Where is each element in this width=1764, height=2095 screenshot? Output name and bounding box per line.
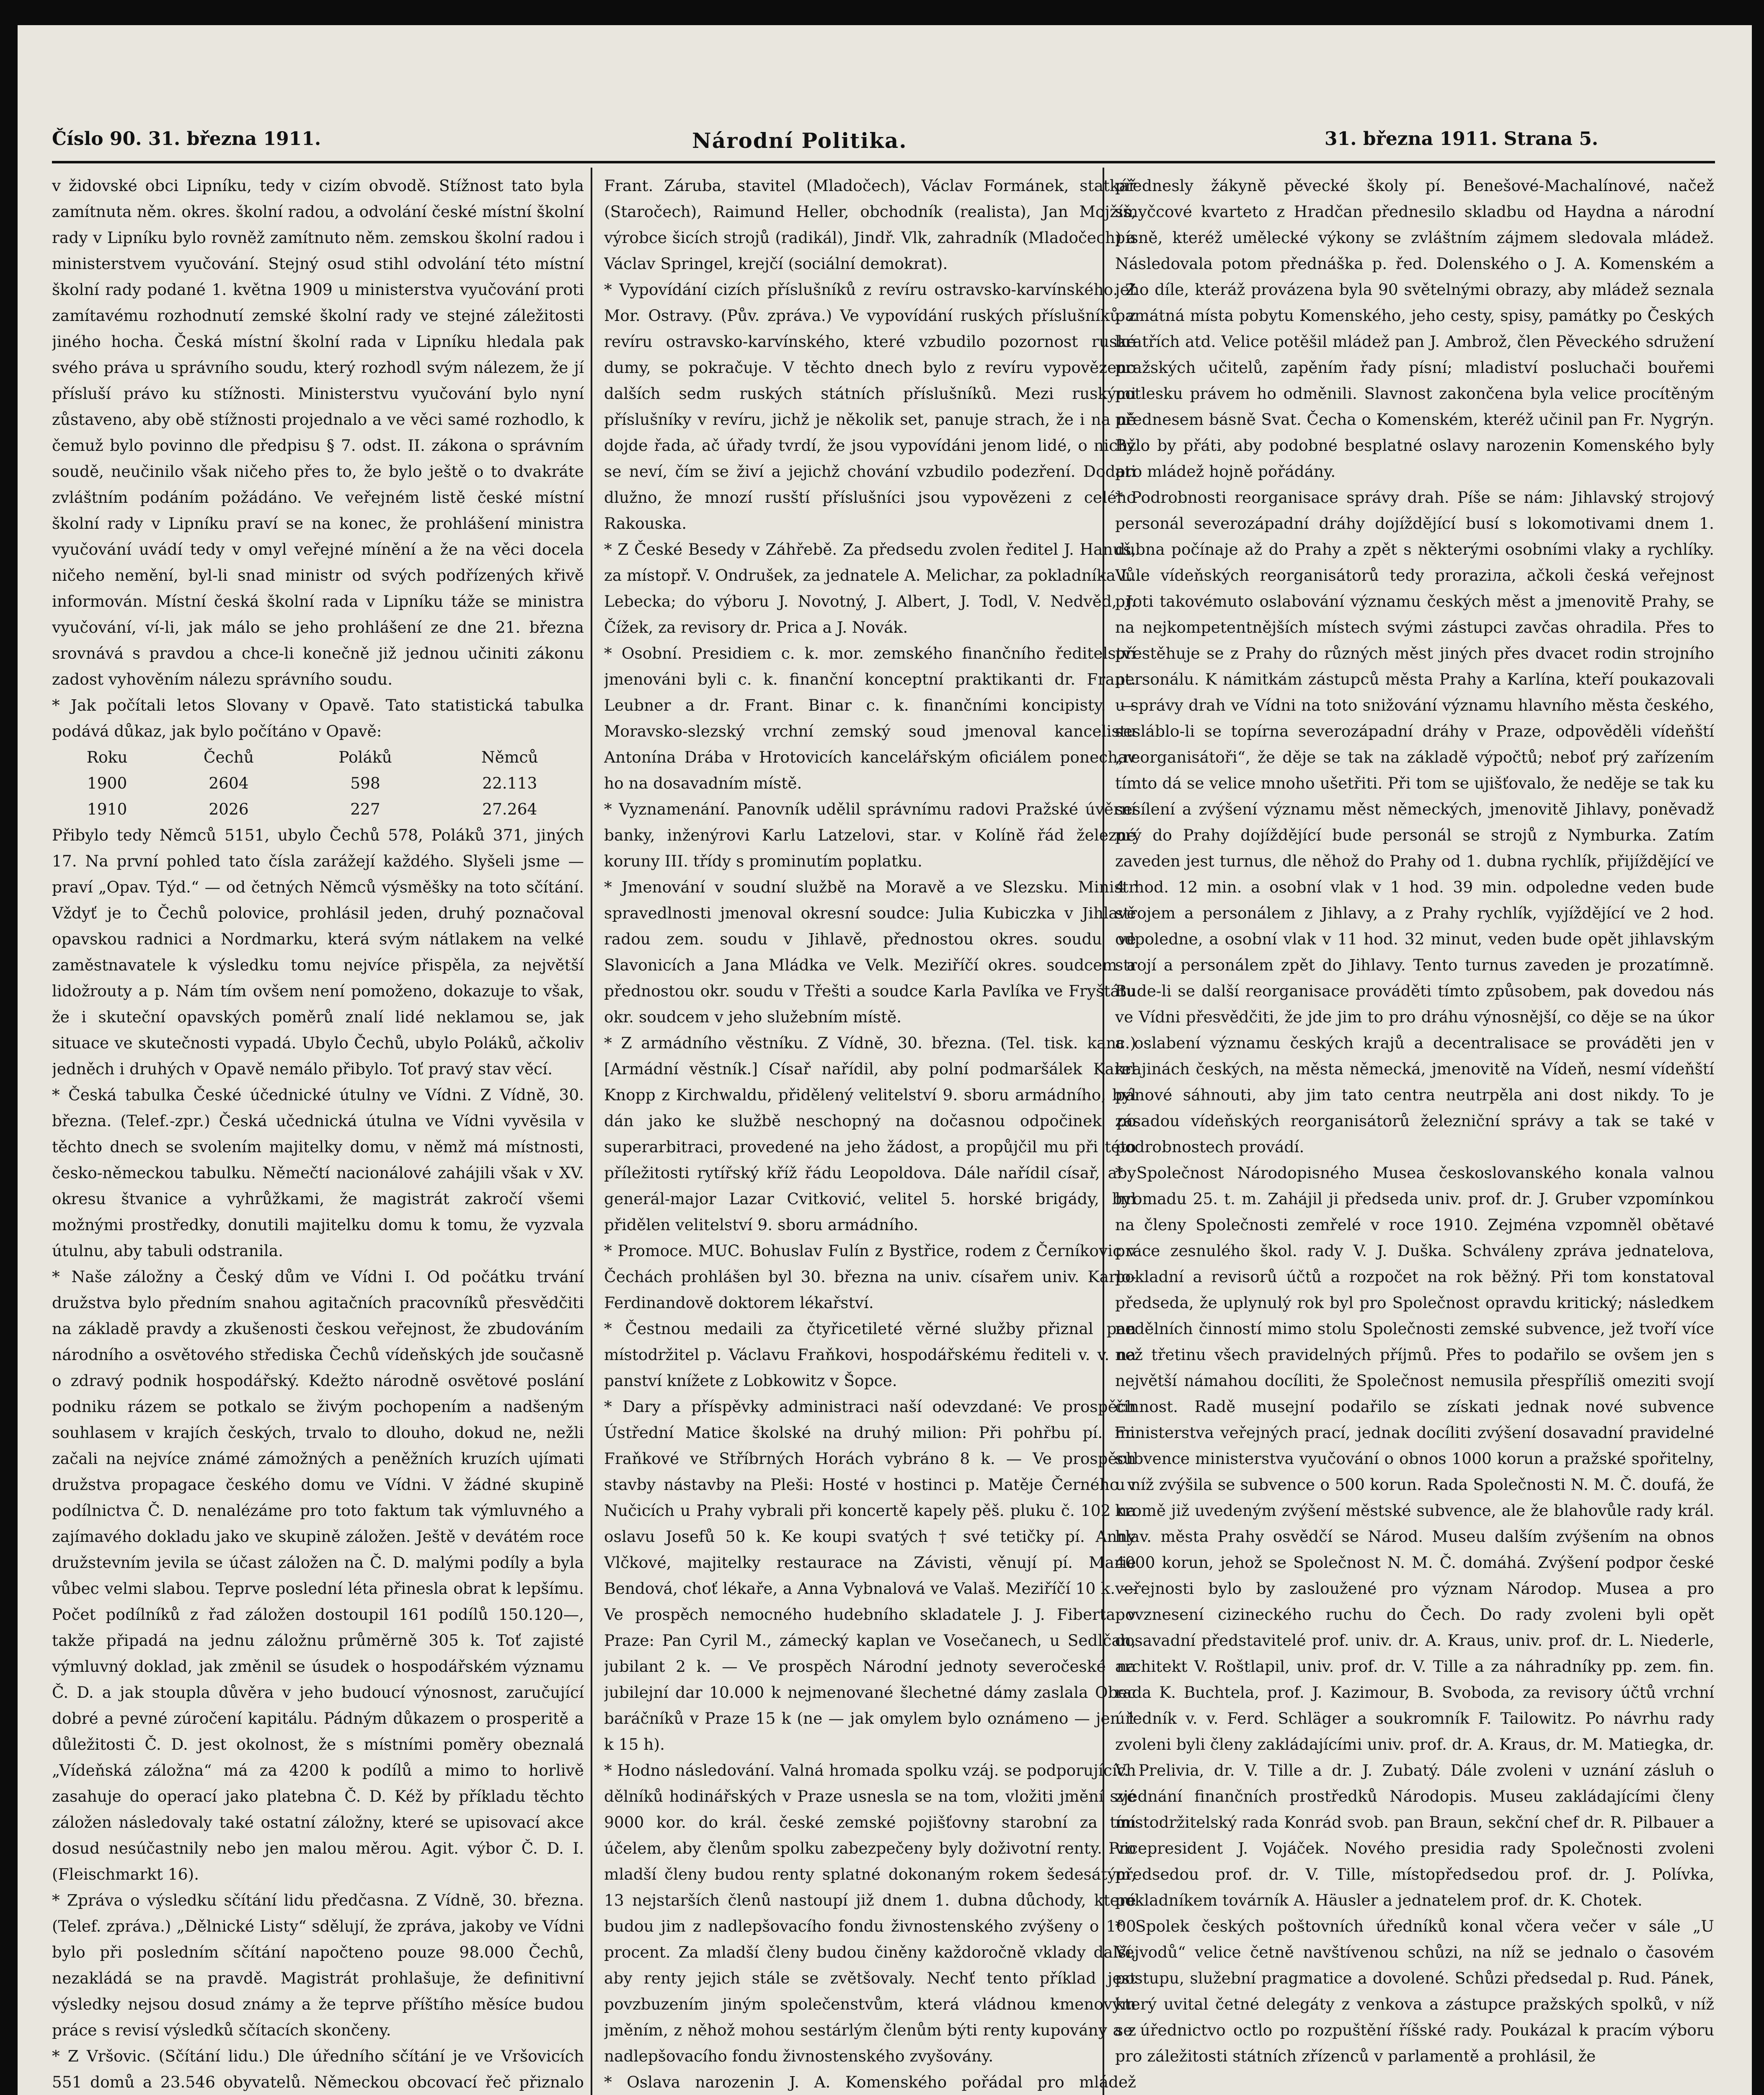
- article-paragraph: * Zpráva o výsledku sčítání lidu předčasna. Z Vídně, 30. března. (Telef. zpráva.) „Dělnické Listy“ sdělují, že zpráva, jakoby ve Vídni bylo při posledním sčítání napočteno pouze 98.000 Čechů, nezakládá se na pravdě. Magistrát prohlašuje, že definitivní výsledky nejsou dosud známy a že teprve příštího měsíce budou práce s revisí výsledků sčítacích skončeny.: [52, 1891, 584, 2039]
- article-paragraph: Frant. Záruba, stavitel (Mladočech), Václav Formánek, statkář (Staročech), Raimund Heller, obchodník (realista), Jan Mojžíš, výrobce šicích strojů (radikál), Jindř. Vlk, zahradník (Mladočech) a Václav Springel, krejčí (sociální demokrat).: [604, 176, 1136, 273]
- article-paragraph: * Jak počítali letos Slovany v Opavě. Tato statistická tabulka podává důkaz, jak bylo počítáno v Opavě:: [52, 696, 584, 740]
- table-header-row: [52, 744, 584, 770]
- table-cell: 2604: [209, 774, 249, 792]
- table-header-cell: Němců: [481, 748, 538, 766]
- article-paragraph: * Naše záložny a Český dům ve Vídni I. Od počátku trvání družstva bylo předním snahou agitačních pracovníků přesvědčiti na základě pravdy a zkušenosti českou veřejnost, že zbudováním národního a osvětového střediska Čechů vídeňských jde současně o zdravý podnik hospodářský. Kdežto národně osvětové poslání podniku rázem se potkalo se živým pochopením a nadšeným souhlasem v krajích českých, trvalo to dlouho, dokud ne, nežli začali na nejvíce známé zámožných a peněžních kruzích ujímati družstva propagace českého domu ve Vídni. V žádné skupině podílnictva Č. D. nenalézáme pro toto faktum tak výmluvného a zajímavého dokladu jako ve skupině záložen. Ještě v devátém roce družstevním jevila se účast záložen na Č. D. malými podíly a byla vůbec velmi slabou. Teprve poslední léta přinesla obrat k lepšímu. Počet podílníků z řad záložen dostoupil 161 podílů 150.120—, takže připadá na jednu záložnu průměrně 305 k. Toť zajisté výmluvný doklad, jak změnil se úsudek o hospodářském významu Č. D. a jak stoupla důvěra v jeho budoucí výnosnost, zaručující dobré a pevné zúročení kapitálu. Pádným důkazem o prosperitě a důležitosti Č. D. jest okolnost, že s místními poměry obeznalá „Vídeňská záložna“ má za 4200 k podílů a mimo to horlivě zasahuje do operací jako platebna Č. D. Kéž by příkladu těchto záložen následovaly také ostatní záložny, které se upisovací akce dosud nesúčastnily nebo jen malou měrou. Agit. výbor Č. D. I. (Fleischmarkt 16).: [52, 1267, 584, 1883]
- column-2: [604, 173, 1136, 2095]
- table-header-cell: Roku: [86, 748, 128, 766]
- masthead-title: Národní Politika.: [692, 128, 907, 153]
- article-paragraph: * Vyznamenání. Panovník udělil správnímu radovi Pražské úvěrní banky, inženýrovi Karlu Latzelovi, star. v Kolíně řád železné koruny III. třídy s prominutím poplatku.: [604, 800, 1136, 870]
- table-cell: 1910: [87, 800, 127, 818]
- table-cell: 27.264: [482, 800, 537, 818]
- table-cell: 1900: [87, 774, 127, 792]
- table-row: [52, 796, 584, 822]
- article-paragraph: * Dary a příspěvky administraci naší odevzdané: Ve prospěch Ústřední Matice školské na druhý milion: Při pohřbu pí. Fr. Fraňkové ve Stříbrných Horách vybráno 8 k. — Ve prospěch stavby nástavby na Pleši: Hosté v hostinci p. Matěje Černého v Nučicích u Prahy vybrali při koncertě kapely pěš. pluku č. 102 na oslavu Josefů 50 k. Ke koupi svatých † své tetičky pí. Anny Vlčkové, majitelky restaurace na Závisti, věnují pí. Marie Bendová, choť lékaře, a Anna Vybnalová ve Valaš. Meziříčí 10 k. — Ve prospěch nemocného hudebního skladatele J. J. Fiberta v Praze: Pan Cyril M., zámecký kaplan ve Vosečanech, u Sedlčan, jubilant 2 k. — Ve prospěch Národní jednoty severočeské na jubilejní dar 10.000 k nejmenované šlechetné dámy zaslala Obec baráčníků v Praze 15 k (ne — jak omylem bylo oznámeno — jen 1 k 15 h).: [604, 1397, 1136, 1754]
- table-cell: 22.113: [482, 774, 537, 792]
- article-paragraph: Přibylo tedy Němců 5151, ubylo Čechů 578, Poláků 371, jiných 17. Na první pohled tato čísla zarážejí každého. Slyšeli jsme — praví „Opav. Týd.“ — od četných Němců výsměšky na toto sčítání. Vždyť je to Čechů polovice, prohlásil jeden, druhý poznačoval opavskou radnici a Nordmarku, která svým nátlakem na velké zaměstnavatele k výsledku tomu nejvíce přispěla, za největší lidožrouty a p. Nám tím ovšem není pomoženo, dokazuje to však, že i skuteční opavských poměrů znalí lidé neklamou se, jak situace ve skutečnosti vypadá. Ubylo Čechů, ubylo Poláků, ačkoliv jedněch i druhých v Opavě nemálo přibylo. Toť pravý stav věcí.: [52, 826, 584, 1078]
- column-1: [52, 173, 584, 2095]
- table-row: [52, 770, 584, 796]
- table-cell: 227: [350, 800, 380, 818]
- article-paragraph: * Z Vršovic. (Sčítání lidu.) Dle úředního sčítání je ve Vršovicích 551 domů a 23.546 obyvatelů. Německou obcovací řeč přiznalo: [52, 2047, 584, 2091]
- table-cell: 598: [350, 774, 380, 792]
- column-divider: [591, 168, 592, 2095]
- article-paragraph: * Z armádního věstníku. Z Vídně, 30. března. (Tel. tisk. kanc.) [Armádní věstník.] Císař nařídil, aby polní podmaršálek Karel Knopp z Kirchwaldu, přidělený velitelství 9. sboru armádního, byl dán jako ke službě neschopný na dočasnou odpočinek po superarbitraci, provedené na jeho žádost, a propůjčil mu při této příležitosti rytířský kříž řádu Leopoldova. Dále nařídil císař, aby generál-major Lazar Cvitković, velitel 5. horské brigády, byl přidělen velitelství 9. sboru armádního.: [604, 1034, 1136, 1234]
- issue-number: Číslo 90. 31. března 1911.: [52, 128, 321, 150]
- article-paragraph: * Jmenování v soudní službě na Moravě a ve Slezsku. Ministr spravedlnosti jmenoval okresní soudce: Julia Kubiczka v Jihlavě radou zem. soudu v Jihlavě, přednostou okres. soudu ve Slavonicích a Jana Mládka ve Velk. Meziříčí okres. soudcem a přednostou okr. soudu v Třešti a soudce Karla Pavlíka ve Fryštátu okr. soudcem v jeho služebním místě.: [604, 878, 1136, 1026]
- column-3: [1115, 173, 1714, 2095]
- article-paragraph: přednesly žákyně pěvecké školy pí. Benešové-Machalínové, načež smyčcové kvarteto z Hradčan přednesilo skladbu od Haydna a národní písně, kteréž umělecké výkony se zvláštním zájmem sledovala mládež. Následovala potom přednáška p. řed. Dolenského o J. A. Komenském a jeho díle, kteráž provázena byla 90 světelnými obrazy, aby mládež seznala památná místa pobytu Komenského, jeho cesty, spisy, památky po Českých bratřích atd. Velice potěšil mládež pan J. Ambrož, člen Pěveckého sdružení pražských učitelů, zapěním řady písní; mladiství posluchači bouřemi potlesku právem ho odměnili. Slavnost zakončena byla velice procítěným přednesem básně Svat. Čecha o Komenském, kteréž učinil pan Fr. Nygrýn. Bylo by přáti, aby podobné besplatné oslavy narozenin Komenského byly pro mládež hojně pořádány.: [1115, 176, 1714, 481]
- date-page: 31. března 1911. Strana 5.: [1325, 128, 1599, 150]
- article-paragraph: * Čestnou medaili za čtyřicetileté věrné služby přiznal pan místodržitel p. Václavu Fraňkovi, hospodářskému řediteli v. v. na panství knížete z Lobkowitz v Šopce.: [604, 1319, 1136, 1390]
- header-rule: [52, 161, 1715, 163]
- census-table: [52, 744, 584, 822]
- article-paragraph: * Podrobnosti reorganisace správy drah. Píše se nám: Jihlavský strojový personál severozápadní dráhy dojíždějící busí s lokomotivami dnem 1. dubna počínaje až do Prahy a zpět s některými osobními vlaky a rychlíky. Vůle vídeňských reorganisátorů tedy proraziла, ačkoli česká veřejnost proti takovémuto oslabování významu českých měst a jmenovitě Prahy, se na nejkompetentnějších místech svými zástupci zavčas ohradila. Přes to přestěhuje se z Prahy do různých měst jiných přes dvacet rodin strojního personálu. K námitkám zástupců města Prahy a Karlína, kteří poukazovali u správy drah ve Vídni na toto snižování významu hlavního města českého, sesláblo-li se topírna severozápadní dráhy v Praze, odpověděli vídeňští „reorganisátoři“, že děje se tak na základě výpočtů; neboť prý zařízením tímto dá se velice mnoho ušetřiti. Při tom se ujišťovalo, že neděje se tak ku sesílení a zvýšení významu měst německých, jmenovitě Jihlavy, poněvadž prý do Prahy dojíždějící bude personál se strojů z Nymburka. Zatím zaveden jest turnus, dle něhož do Prahy od 1. dubna rychlík, přijíždějící ve 4 hod. 12 min. a osobní vlak v 1 hod. 39 min. odpoledne veden bude strojem a personálem z Jihlavy, a z Prahy rychlík, vyjíždějící ve 2 hod. odpoledne, a osobní vlak v 11 hod. 32 minut, veden bude opět jihlavským strojí a personálem zpět do Jihlavy. Tento turnus zaveden je prozatímně. Bude-li se další reorganisace prováděti tímto způsobem, pak dovedou nás ve Vídni přesvědčiti, že jde jim to pro dráhu výnosnější, co děje se na úkor a oslabení významu českých krajů a decentralisace se prováděti jen v krajinách českých, na města německá, jmenovitě na Vídeň, nesmí vídeňští pánové sáhnouti, aby jim tato centra neutrpěla ani dost nikdy. To je zásadou vídeňských reorganisátorů železniční správy a tak se také v podrobnostech provádí.: [1115, 488, 1714, 1156]
- article-paragraph: * Promoce. MUC. Bohuslav Fulín z Bystřice, rodem z Černíkovic v Čechách prohlášen byl 30. března na univ. císařem univ. Karlo-Ferdinandově doktorem lékařství.: [604, 1241, 1136, 1312]
- article-paragraph: * Česká tabulka České účednické útulny ve Vídni. Z Vídně, 30. března. (Telef.-zpr.) Česká učednická útulna ve Vídni vyvěsila v těchto dnech se svolením majitelky domu, v němž má místnosti, česko-německou tabulku. Němečtí nacionálové zahájili však v XV. okresu štvanice a vyhrůžkami, že magistrát zakročí všemi možnými prostředky, donutili majitelku domu k tomu, že vyzvala útulnu, aby tabuli odstranila.: [52, 1086, 584, 1260]
- article-paragraph: * Hodno následování. Valná hromada spolku vzáj. se podporujících dělníků hodinářských v Praze usnesla se na tom, vložiti jmění své 9000 kor. do král. české zemské pojišťovny starobní za tím účelem, aby členům spolku zabezpečeny byly doživotní renty. Pro mladší členy budou renty splatné dokonaným rokem šedesátým, 13 nejstarších členů nastoupí již dnem 1. dubna důchody, které budou jim z nadlepšovacího fondu živnostenského zvýšeny o 100 procent. Za mladší členy budou činěny každoročně vklady další, aby renty jejich stále se zvětšovaly. Nechť tento příklad jest povzbuzením jiným společenstvům, která vládnou kmenovým jměním, z něhož mohou sestárlým členům býti renty kupovány a z nadlepšovacího fondu živnostenského zvyšovány.: [604, 1761, 1136, 2065]
- table-cell: 2026: [209, 800, 249, 818]
- article-paragraph: v židovské obci Lipníku, tedy v cizím obvodě. Stížnost tato byla zamítnuta něm. okres. školní radou, a odvolání české místní školní rady v Lipníku bylo rovněž zamítnuto něm. zemskou školní radou i ministerstvem vyučování. Stejný osud stihl odvolání této místní školní rady podané 1. května 1909 u ministerstva vyučování proti zamítavému rozhodnutí zemské školní rady ve stejné záležitosti jiného hocha. Česká místní školní rada v Lipníku hledala pak svého práva u správního soudu, který rozhodl svým nálezem, že jí přísluší právo ku stížnosti. Ministerstvu vyučování bylo nyní zůstaveno, aby obě stížnosti projednalo a ve věci samé rozhodlo, k čemuž bylo povinno dle předpisu § 7. odst. II. zákona o správním soudě, neučinilo však ničeho přes to, že bylo ještě o to dvakráte zvláštním podáním požádáno. Ve veřejném listě české místní školní rady v Lipníku praví se na konec, že prohlášení ministra vyučování uvádí tedy v omyl veřejné mínění a že na věci docela ničeho nemění, byl-li snad ministr od svých podřízených křivě informován. Místní česká školní rada v Lipníku táže se ministra vyučování, ví-li, jak málo se jeho prohlášení ze dne 21. března srovnává s pravdou a chce-li konečně již jednou učiniti zákonu zadost vyhověním nálezu správního soudu.: [52, 176, 584, 688]
- article-paragraph: * Spolek českých poštovních úředníků konal včera večer v sále „U Vejvodů“ velice četně navštívenou schůzi, na níž se jednalo o časovém postupu, služební pragmatice a dovolené. Schůzi předsedal p. Rud. Pánek, který uvital četné delegáty z venkova a zástupce pražských spolků, v níž se úřednictvo octlo po rozpuštění říšské rady. Poukázal k pracím výboru pro záležitosti státních zřízenců v parlamentě a prohlásil, že: [1115, 1917, 1714, 2065]
- table-header-cell: Čechů: [203, 748, 254, 766]
- article-paragraph: * Společnost Národopisného Musea českoslovanského konala valnou hromadu 25. t. m. Zahájil ji předseda univ. prof. dr. J. Gruber vzpomínkou na členy Společnosti zemřelé v roce 1910. Zejména vzpomněl obětavé práce zesnulého škol. rady V. J. Duška. Schváleny zpráva jednatelova, pokladní a revisorů účtů a rozpočet na rok běžný. Při tom konstatoval předseda, že uplynulý rok byl pro Společnost opravdu kritický; následkem nedělních činností mimo stolu Společnosti zemské subvence, jež tvoří více než třetinu všech pravidelných příjmů. Přes to podařilo se ovšem jen s největší námahou docíliti, že Společnost nemusila přespříliš omeziti svojí činnost. Radě musejní podařilo se získati jednak nové subvence ministerstva veřejných prací, jednak docíliti zvýšení dosavadní pravidelné subvence ministerstva vyučování o obnos 1000 korun a pražské spořitelny, u níž zvýšila se subvence o 500 korun. Rada Společnosti N. M. Č. doufá, že kromě již uvedeným zvýšení městské subvence, ale že blahovůle rady král. hlav. města Prahy osvědčí se Národ. Museu dalším zvýšením na obnos 4000 korun, jehož se Společnost N. M. Č. domáhá. Zvýšení podpor české veřejnosti bylo by zasloužené pro význam Národop. Musea a pro povznesení cizineckého ruchu do Čech. Do rady zvoleni byli opět dosavadní představitelé prof. univ. dr. A. Kraus, univ. prof. dr. L. Niederle, architekt V. Roštlapil, univ. prof. dr. V. Tille a za náhradníky pp. zem. fin. rada K. Buchtela, prof. J. Kazimour, B. Svoboda, za revisory účtů vrchní úředník v. v. Ferd. Schläger a soukromník F. Tailowitz. Po návrhu rady zvoleni byli členy zakládajícími univ. prof. dr. A. Kraus, dr. M. Matiegka, dr. V. Prelivia, dr. V. Tille a dr. J. Zubatý. Dále zvoleni v uznání zásluh o zjednání finančních prostředků Národopis. Museu zakládajícími členy místodržitelský rada Konrád svob. pan Braun, sekční chef dr. R. Pilbauer a vicepresident J. Vojáček. Nového presidia rady Společnosti zvoleni předsedou prof. dr. V. Tille, místopředsedou prof. dr. J. Polívka, pokladníkem továrník A. Häusler a jednatelem prof. dr. K. Chotek.: [1115, 1164, 1714, 1909]
- article-paragraph: * Vypovídání cizích příslušníků z revíru ostravsko-karvínského. Z Mor. Ostravy. (Pův. zpráva.) Ve vypovídání ruských příslušníků z revíru ostravsko-karvínského, které vzbudilo pozornost ruské dumy, se pokračuje. V těchto dnech bylo z revíru vypovězeno dalších sedm ruských státních příslušníků. Mezi ruskými příslušníky v revíru, jichž je několik set, panuje strach, že i na ně dojde řada, ač úřady tvrdí, že jsou vypovídáni jenom lidé, o nichž se neví, čím se živí a jejichž chování vzbudilo podezření. Dodati dlužno, že mnozí rusští příslušníci jsou vypovězeni z celého Rakouska.: [604, 280, 1136, 533]
- newspaper-page: [18, 25, 1752, 2095]
- article-paragraph: * Oslava narozenin J. A. Komenského pořádal pro mládež: [604, 2073, 1136, 2091]
- article-paragraph: * Osobní. Presidiem c. k. mor. zemského finančního ředitelství jmenováni byli c. k. finanční konceptní praktikanti dr. Frant. Leubner a dr. Frant. Binar c. k. finančními koncipisty. — Moravsko-slezský vrchní zemský soud jmenoval kancelistu Antonína Drába v Hrotovicích kancelářským oficiálem ponechav ho na dosavadním místě.: [604, 644, 1136, 792]
- page-header: [18, 128, 1752, 153]
- table-header-cell: Poláků: [338, 748, 392, 766]
- article-paragraph: * Z České Besedy v Záhřebě. Za předsedu zvolen ředitel J. Hanuš, za místopř. V. Ondrušek, za jednatele A. Melichar, za pokladníka L. Lebecka; do výboru J. Novotný, J. Albert, J. Todl, V. Nedvěd, J. Čížek, za revisory dr. Prica a J. Novák.: [604, 540, 1136, 636]
